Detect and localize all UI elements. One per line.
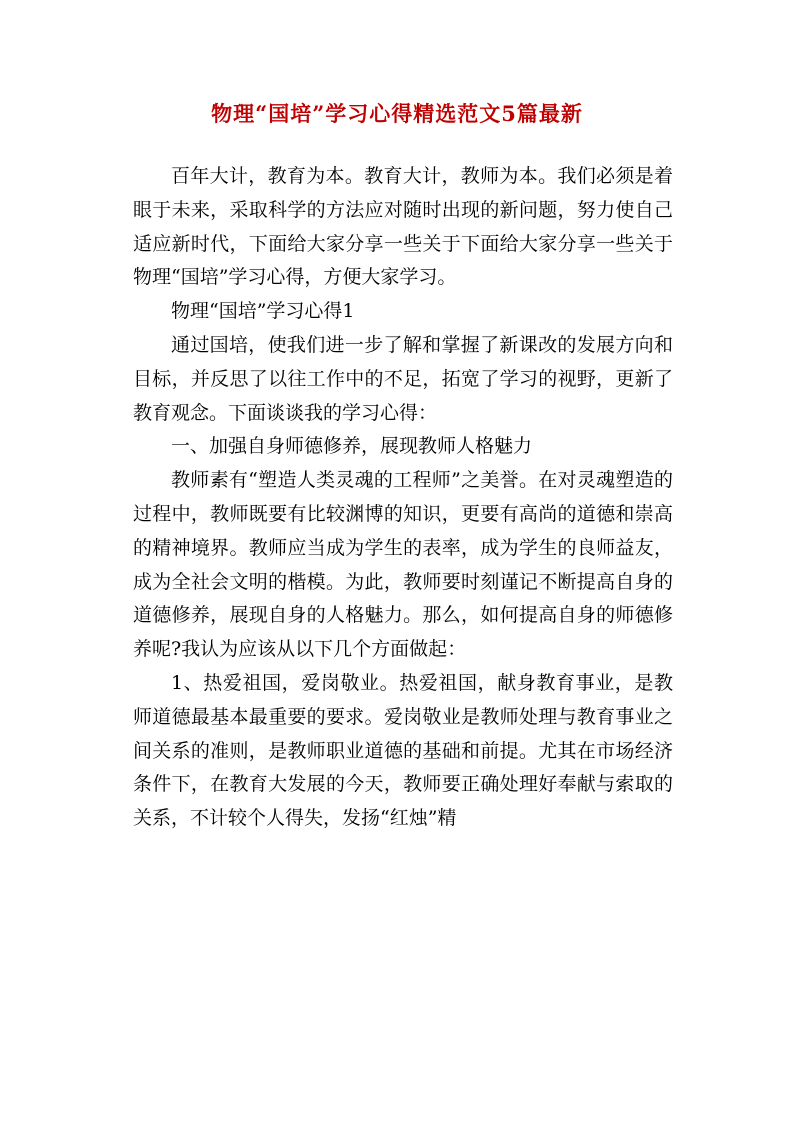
section-heading: 物理“国培”学习心得1 [171, 300, 355, 323]
body-paragraph: 教师素有“塑造人类灵魂的工程师”之美誉。在对灵魂塑造的过程中，教师既要有比较渊博的知识，更要有高尚的道德和崇高的精神境界。教师应当成为学生的表率，成为学生的良师益友，成为全社会文明的楷模。为此，教师要时刻谨记不断提高自身的道德修养，展现自身的人格魅力。那么，如何提高自身的师德修养呢?我认为应该从以下几个方面做起： [133, 469, 673, 661]
intro-paragraph: 百年大计，教育为本。教育大计，教师为本。我们必须是着眼于未来，采取科学的方法应对随时出现的新问题，努力使自己适应新时代，下面给大家分享一些关于下面给大家分享一些关于物理“国培”学习心得，方便大家学习。 [133, 165, 673, 289]
subsection-heading: 一、加强自身师德修养，展现教师人格魅力 [171, 435, 533, 458]
body-paragraph: 通过国培，使我们进一步了解和掌握了新课改的发展方向和目标，并反思了以往工作中的不足，拓宽了学习的视野，更新了教育观念。下面谈谈我的学习心得： [133, 333, 673, 424]
body-paragraph: 1、热爱祖国，爱岗敬业。热爱祖国，献身教育事业，是教师道德最基本最重要的要求。爱岗敬业是教师处理与教育事业之间关系的准则，是教师职业道德的基础和前提。尤其在市场经济条件下，在教育大发展的今天，教师要正确处理好奉献与索取的关系，不计较个人得失，发扬“红烛”精 [133, 671, 673, 830]
document-body [133, 160, 673, 836]
document-title: 物理“国培”学习心得精选范文5篇最新 [211, 101, 583, 126]
